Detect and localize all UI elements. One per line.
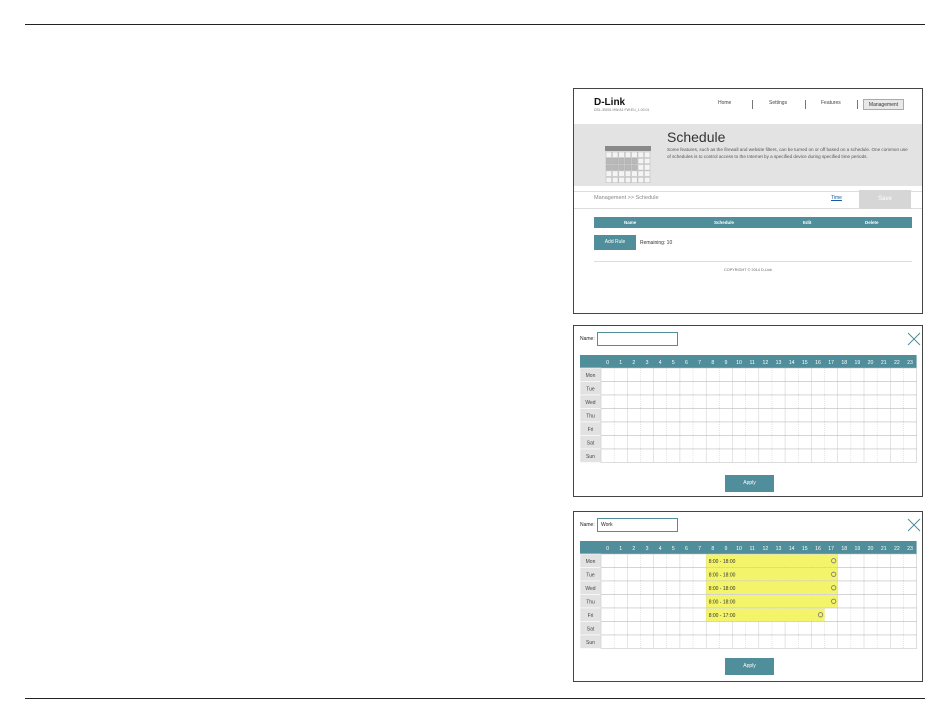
add-rule-button[interactable]: Add Rule: [594, 235, 636, 250]
hour-label: 14: [788, 360, 795, 367]
hour-label: 0: [606, 360, 610, 367]
hour-label: 13: [775, 360, 782, 367]
hour-label: 22: [893, 360, 900, 367]
hour-label: 5: [671, 360, 675, 367]
nav-features[interactable]: Features: [821, 100, 841, 106]
hour-label: 12: [762, 546, 769, 553]
breadcrumb: Management >> Schedule: [594, 195, 659, 201]
time-link[interactable]: Time: [831, 195, 842, 201]
hour-label: 16: [815, 360, 821, 367]
close-icon[interactable]: [907, 518, 921, 532]
hour-label: 11: [749, 360, 755, 367]
name-label: Name:: [580, 336, 595, 342]
calendar-cell: [625, 171, 631, 177]
column-delete: Delete: [865, 220, 879, 225]
calendar-cell: [632, 171, 638, 177]
nav-home[interactable]: Home: [718, 100, 732, 106]
calendar-cell: [638, 158, 644, 164]
day-label: Fri: [587, 613, 594, 619]
calendar-cell: [612, 158, 618, 164]
calendar-cell: [644, 158, 650, 164]
hour-label: 12: [762, 360, 769, 367]
hour-label: 8: [711, 546, 715, 553]
calendar-cell: [644, 177, 650, 183]
hour-label: 16: [815, 546, 821, 553]
calendar-cell: [638, 171, 644, 177]
schedule-block-label: 8:00 - 18:00: [708, 599, 736, 606]
calendar-cell: [612, 171, 618, 177]
calendar-cell: [632, 152, 638, 158]
calendar-cell: [612, 177, 618, 183]
hour-label: 20: [867, 546, 874, 553]
day-label: Sun: [586, 640, 595, 646]
column-schedule: Schedule: [714, 220, 735, 225]
grid-header: [580, 355, 917, 368]
calendar-cell: [638, 165, 644, 171]
calendar-cell: [606, 171, 612, 177]
nav-settings[interactable]: Settings: [769, 100, 788, 106]
calendar-cell: [625, 165, 631, 171]
hour-label: 11: [749, 546, 755, 553]
schedule-editor-work: [573, 511, 923, 682]
calendar-cell: [619, 158, 625, 164]
hour-label: 13: [775, 546, 782, 553]
calendar-cell: [606, 152, 612, 158]
top-rule: [25, 24, 925, 25]
remaining-count: Remaining: 10: [640, 240, 673, 246]
hour-label: 7: [698, 360, 702, 367]
dlink-logo: D-Link: [594, 97, 626, 108]
hour-label: 23: [907, 546, 913, 553]
calendar-cell: [632, 177, 638, 183]
calendar-cell: [638, 177, 644, 183]
hour-label: 10: [736, 360, 742, 367]
hour-label: 22: [893, 546, 900, 553]
calendar-cell: [625, 158, 631, 164]
bottom-rule: [25, 698, 925, 699]
calendar-cell: [606, 177, 612, 183]
hour-label: 1: [619, 546, 623, 553]
model-info: DSL-3900L HW:A1 FW:EU_1.00.01: [594, 108, 650, 112]
calendar-cell: [644, 152, 650, 158]
calendar-cell: [606, 165, 612, 171]
copyright: COPYRIGHT © 2014 D-Link: [724, 268, 772, 272]
calendar-cell: [619, 152, 625, 158]
schedule-page-screenshot: [573, 88, 923, 314]
hour-label: 21: [880, 360, 887, 367]
hour-label: 0: [606, 546, 610, 553]
hour-label: 3: [645, 360, 649, 367]
calendar-icon: [605, 146, 651, 184]
hour-label: 9: [724, 360, 728, 367]
calendar-cell: [632, 165, 638, 171]
day-label: Tue: [586, 572, 595, 579]
day-label: Mon: [585, 559, 596, 565]
hour-label: 9: [724, 546, 728, 553]
hour-label: 8: [711, 360, 715, 367]
day-label: Thu: [586, 413, 595, 420]
calendar-cell: [638, 152, 644, 158]
hour-label: 6: [685, 546, 688, 553]
day-label: Wed: [585, 400, 596, 406]
name-label: Name:: [580, 522, 595, 528]
column-edit: Edit: [803, 220, 812, 225]
footer-divider: [594, 261, 912, 262]
hour-label: 2: [632, 360, 636, 367]
hour-label: 15: [801, 546, 808, 553]
schedule-name-input[interactable]: [597, 332, 678, 346]
apply-button[interactable]: Apply: [725, 475, 774, 492]
hour-label: 23: [907, 360, 913, 367]
grid-header: [580, 541, 917, 554]
day-label: Sun: [586, 454, 595, 460]
apply-button[interactable]: Apply: [725, 658, 774, 675]
schedule-block-label: 8:00 - 18:00: [708, 559, 736, 565]
hour-label: 14: [788, 546, 795, 553]
hour-label: 3: [645, 546, 649, 553]
schedule-block-label: 8:00 - 18:00: [708, 586, 736, 592]
rules-table-header: [594, 217, 912, 228]
schedule-editor-empty: [573, 325, 923, 497]
hour-label: 17: [828, 546, 835, 553]
day-label: Thu: [586, 599, 595, 606]
page-title: Schedule: [667, 129, 726, 145]
hour-label: 19: [854, 546, 861, 553]
calendar-cell: [644, 171, 650, 177]
hour-label: 4: [658, 546, 662, 553]
close-icon[interactable]: [907, 332, 921, 346]
day-label: Sat: [586, 626, 595, 633]
hour-label: 17: [828, 360, 835, 367]
calendar-cell: [612, 152, 618, 158]
hour-label: 18: [841, 360, 848, 367]
day-label: Wed: [585, 586, 596, 592]
hour-label: 21: [880, 546, 887, 553]
schedule-block-label: 8:00 - 18:00: [708, 572, 736, 579]
save-button[interactable]: Save: [859, 190, 911, 209]
hour-label: 19: [854, 360, 861, 367]
calendar-cell: [619, 171, 625, 177]
hour-label: 1: [619, 360, 623, 367]
hour-label: 15: [801, 360, 808, 367]
hour-label: 2: [632, 546, 636, 553]
calendar-cell: [619, 165, 625, 171]
day-label: Tue: [586, 386, 595, 393]
hour-label: 7: [698, 546, 702, 553]
nav-separator: [752, 100, 753, 109]
hour-label: 18: [841, 546, 848, 553]
day-label: Mon: [585, 373, 596, 379]
calendar-cell: [619, 177, 625, 183]
calendar-cell: [606, 158, 612, 164]
column-name: Name: [624, 220, 637, 225]
day-label: Sat: [586, 440, 595, 447]
calendar-cell: [632, 158, 638, 164]
schedule-block-label: 8:00 - 17:00: [708, 613, 736, 619]
nav-separator: [857, 100, 858, 109]
day-label: Fri: [587, 427, 594, 433]
hour-label: 4: [658, 360, 662, 367]
schedule-name-input[interactable]: [597, 518, 678, 532]
hour-label: 20: [867, 360, 874, 367]
schedule-grid[interactable]: [580, 355, 919, 465]
nav-management[interactable]: Management: [863, 99, 904, 110]
nav-separator: [805, 100, 806, 109]
hour-label: 10: [736, 546, 742, 553]
calendar-cell: [625, 152, 631, 158]
schedule-grid[interactable]: [580, 541, 919, 651]
calendar-cell: [612, 165, 618, 171]
calendar-cell: [625, 177, 631, 183]
hour-label: 5: [671, 546, 675, 553]
calendar-cell: [644, 165, 650, 171]
page-description: Some features, such as the firewall and website filters, can be turned on or off based on a schedule. One common use of schedules is to control access to the Internet by a specified device during specified time periods.: [667, 147, 908, 159]
hour-label: 6: [685, 360, 688, 367]
